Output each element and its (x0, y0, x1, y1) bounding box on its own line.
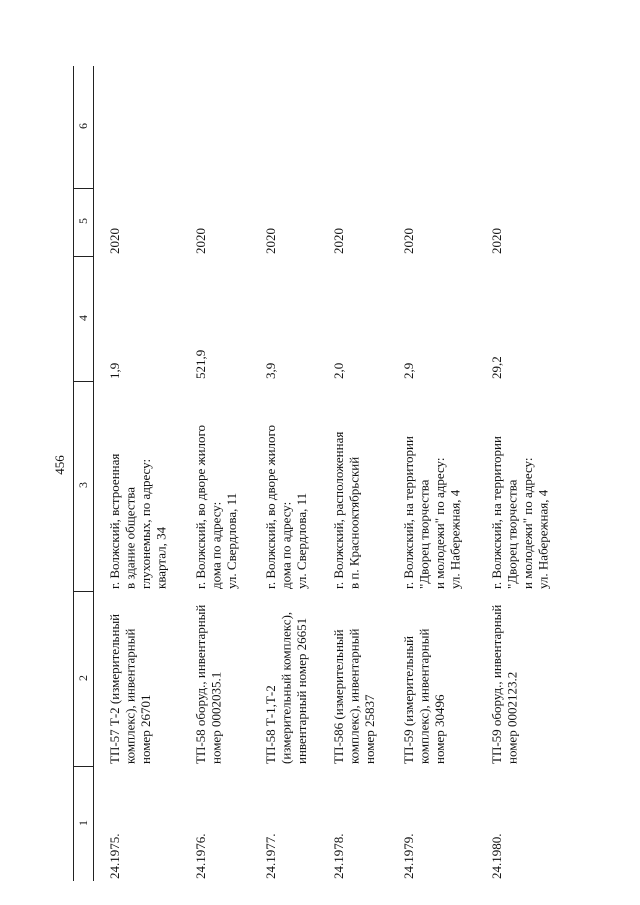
column-separator (73, 256, 93, 257)
cell-value: 3,9 (263, 362, 278, 379)
cell-name: ТП-59 оборуд., инвентарный номер 0002123.2 (489, 604, 520, 764)
column-separator (73, 381, 93, 382)
cell-value: 2,0 (331, 362, 346, 379)
cell-year: 2020 (489, 228, 504, 254)
cell-value: 1,9 (107, 362, 122, 379)
column-header: 2 (76, 674, 90, 681)
column-header: 3 (76, 482, 90, 488)
cell-year: 2020 (107, 228, 122, 254)
cell-num: 24.1976. (193, 833, 208, 879)
cell-year: 2020 (401, 228, 416, 254)
cell-name: ТП-586 (измерительный комплекс), инвентарный номер 25837 (331, 628, 377, 764)
cell-value: 29,2 (489, 356, 504, 379)
cell-location: г. Волжский, расположенная в п. Краснооктябрьский (331, 431, 362, 589)
cell-num: 24.1977. (263, 833, 278, 879)
column-separator (73, 188, 93, 189)
cell-num: 24.1980. (489, 833, 504, 879)
cell-num: 24.1975. (107, 833, 122, 879)
cell-value: 2,9 (401, 362, 416, 379)
column-separator (73, 766, 93, 767)
cell-location: г. Волжский, на территории "Дворец творчества и молодежи" по адресу: ул. Набережная, 4 (489, 436, 551, 589)
cell-location: г. Волжский, во дворе жилого дома по адресу: ул. Свердлова, 11 (193, 424, 239, 589)
registry-table (73, 66, 593, 881)
cell-year: 2020 (193, 228, 208, 254)
cell-name: ТП-57 Т-2 (измерительный комплекс), инвентарный номер 26701 (107, 613, 153, 764)
cell-location: г. Волжский, на территории "Дворец творчества и молодежи" по адресу: ул. Набережная, 4 (401, 436, 463, 589)
cell-name: ТП-59 (измерительный комплекс), инвентарный номер 30496 (401, 628, 447, 764)
cell-location: г. Волжский, во дворе жилого дома по адресу: ул. Свердлова, 11 (263, 424, 309, 589)
column-header: 6 (76, 123, 90, 129)
page-number: 456 (52, 455, 67, 475)
column-header: 1 (76, 819, 90, 826)
cell-num: 24.1979. (401, 833, 416, 879)
cell-name: ТП-58 оборуд., инвентарный номер 0002035.1 (193, 604, 224, 764)
cell-year: 2020 (263, 228, 278, 254)
cell-location: г. Волжский, встроенная в здание общества глухонемых, по адресу: квартал, 34 (107, 453, 169, 589)
cell-num: 24.1978. (331, 833, 346, 879)
column-header: 4 (76, 314, 90, 321)
column-header: 5 (76, 218, 90, 224)
cell-value: 521,9 (193, 349, 208, 379)
cell-year: 2020 (331, 228, 346, 254)
header-line-right (93, 66, 94, 881)
column-separator (73, 591, 93, 592)
cell-name: ТП-58 Т-1,Т-2 (измерительный комплекс), инвентарный номер 26651 (263, 611, 309, 764)
